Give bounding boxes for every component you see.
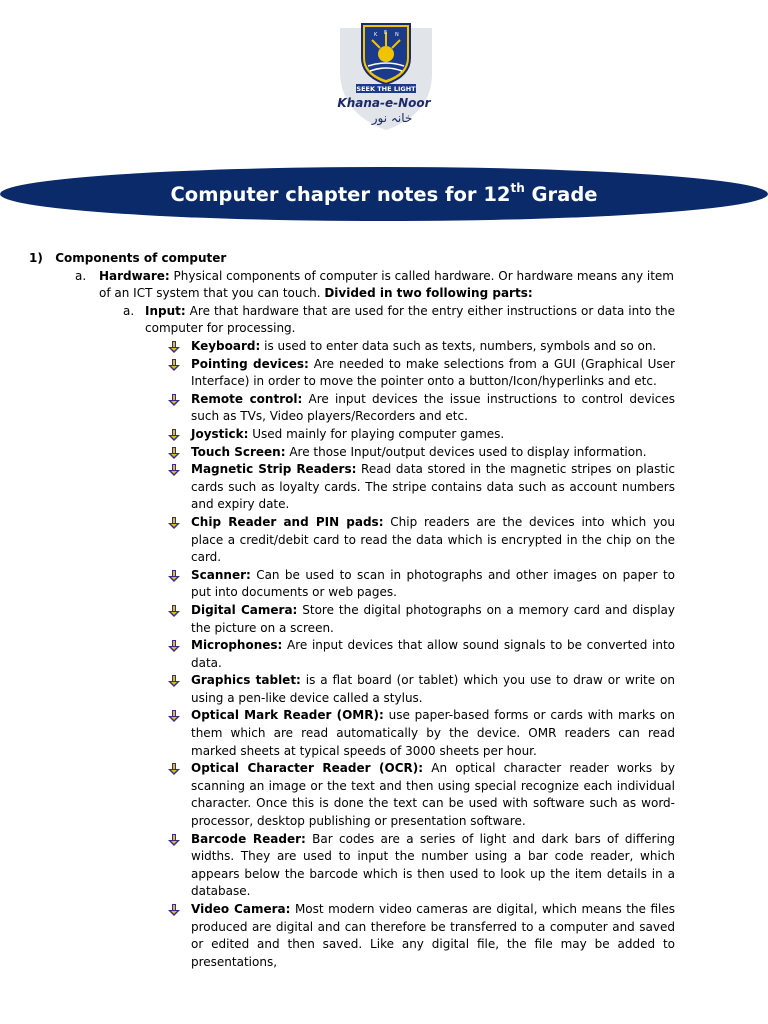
arrow-bullet-icon [168, 464, 180, 476]
item-text: Store the digital photographs on a memory card and display the picture on a screen. [191, 602, 675, 635]
item-text: Are needed to make selections from a GUI (Graphical User Interface) in order to move the pointer onto a button/Icon/hyperlinks and etc. [191, 356, 676, 389]
item-text: Are input devices that allow sound signals to be converted into data. [191, 638, 675, 670]
item-text: Most modern video cameras are digital, which means the files produced are digital and can therefore be transferred to a computer and saved or edited and then saved. Like any digital file, the file may be added to presentations, [191, 902, 675, 969]
item-label: Chip Reader and PIN pads: [191, 514, 384, 529]
arrow-bullet-icon [168, 447, 180, 459]
arrow-bullet-icon [168, 429, 180, 441]
item-label: Digital Camera: [191, 602, 298, 617]
item-label: Barcode Reader: [191, 831, 306, 846]
list-item [168, 760, 675, 830]
item-label: Optical Character Reader (OCR): [191, 761, 424, 776]
arrow-bullet-icon [168, 904, 180, 916]
arrow-bullet-icon [168, 359, 180, 371]
svg-text:SEEK THE LIGHT: SEEK THE LIGHT [356, 85, 416, 93]
arrow-bullet-icon [168, 640, 180, 652]
list-marker: a. [75, 268, 87, 283]
item-text: is a flat board (or tablet) which you use to draw or write on using a pen-like device called a stylus. [191, 673, 675, 705]
list-item [168, 444, 675, 462]
item-text: Bar codes are a series of light and dark bars of differing widths. They are used to input the number using a bar code reader, which appears below the barcode which is then used to look up the item details in a database. [191, 831, 676, 899]
svg-text:خانہ نور: خانہ نور [371, 111, 413, 125]
input-label: Input: [145, 303, 186, 318]
item-label: Magnetic Strip Readers: [191, 462, 357, 477]
section-number: 1) [29, 251, 43, 265]
hardware-label: Hardware: [99, 268, 170, 283]
list-item [168, 356, 675, 391]
arrow-bullet-icon [168, 570, 180, 582]
list-item [168, 514, 675, 567]
item-text: Are those Input/output devices used to display information. [285, 444, 647, 459]
arrow-bullet-icon [168, 763, 180, 775]
item-text: use paper-based forms or cards with marks on them which are read automatically by the device. OMR readers can read marked sheets at typical speeds of 3000 sheets per hour. [191, 708, 675, 758]
arrow-bullet-icon [168, 710, 180, 722]
svg-text:E: E [384, 30, 388, 36]
arrow-bullet-icon [168, 394, 180, 406]
list-item [168, 426, 675, 444]
arrow-bullet-icon [168, 517, 180, 529]
arrow-bullet-icon [168, 605, 180, 617]
list-item [168, 391, 675, 426]
section-title: Components of computer [55, 251, 227, 265]
title-banner [0, 167, 768, 221]
arrow-bullet-icon [168, 341, 180, 353]
item-label: Joystick: [191, 426, 249, 441]
arrow-bullet-icon [168, 675, 180, 687]
item-text: Used mainly for playing computer games. [248, 426, 505, 441]
list-item [168, 461, 675, 514]
input-devices-list [168, 338, 675, 971]
list-item [168, 831, 675, 901]
item-label: Optical Mark Reader (OMR): [191, 708, 384, 723]
item-text: is used to enter data such as texts, numbers, symbols and so on. [260, 339, 657, 353]
item-label: Scanner: [191, 567, 251, 582]
school-crest-icon [312, 18, 456, 146]
list-item [168, 637, 675, 672]
school-logo [312, 18, 456, 146]
svg-text:Khana-e-Noor: Khana-e-Noor [337, 96, 431, 110]
item-text: An optical character reader works by scanning an image or the text and then using special recognize each individual character. Once this is done the text can be used with software such as word-processor, desktop publishing or presentation software. [191, 761, 676, 829]
item-label: Microphones: [191, 638, 283, 653]
item-text: Are input devices the issue instructions to control devices such as TVs, Video players/Recorders and etc. [191, 391, 675, 424]
list-item [168, 672, 675, 707]
section-heading [29, 250, 226, 268]
item-text: Read data stored in the magnetic stripes on plastic cards such as loyalty cards. The stripe contains data such as account numbers and expiry date. [191, 462, 675, 512]
item-label: Graphics tablet: [191, 673, 301, 688]
item-label: Touch Screen: [191, 444, 286, 459]
list-marker: a. [123, 303, 135, 318]
item-label: Keyboard: [191, 339, 261, 353]
list-item [168, 567, 675, 602]
list-item [168, 338, 675, 356]
svg-text:N: N [395, 32, 399, 38]
arrow-bullet-icon [168, 834, 180, 846]
svg-text:K: K [374, 32, 378, 38]
item-text: Can be used to scan in photographs and other images on paper to put into documents or web pages. [191, 567, 675, 600]
item-label: Pointing devices: [191, 356, 309, 371]
list-item [168, 901, 675, 971]
list-item [168, 707, 675, 760]
list-item [168, 602, 675, 637]
item-text: Chip readers are the devices into which you place a credit/debit card to read the data which is encrypted in the chip on the card. [191, 514, 676, 565]
page-title: Computer chapter notes for 12th Grade [170, 180, 598, 206]
hardware-tail: Divided in two following parts: [324, 286, 533, 301]
input-text: Input: Are that hardware that are used for the entry either instructions or data into the computer for processing. [145, 303, 675, 336]
item-label: Remote control: [191, 391, 303, 406]
item-label: Video Camera: [191, 902, 291, 916]
hardware-text: Hardware: Physical components of computer is called hardware. Or hardware means any item of an ICT system that you can touch. Divided in two following parts: [99, 268, 674, 301]
